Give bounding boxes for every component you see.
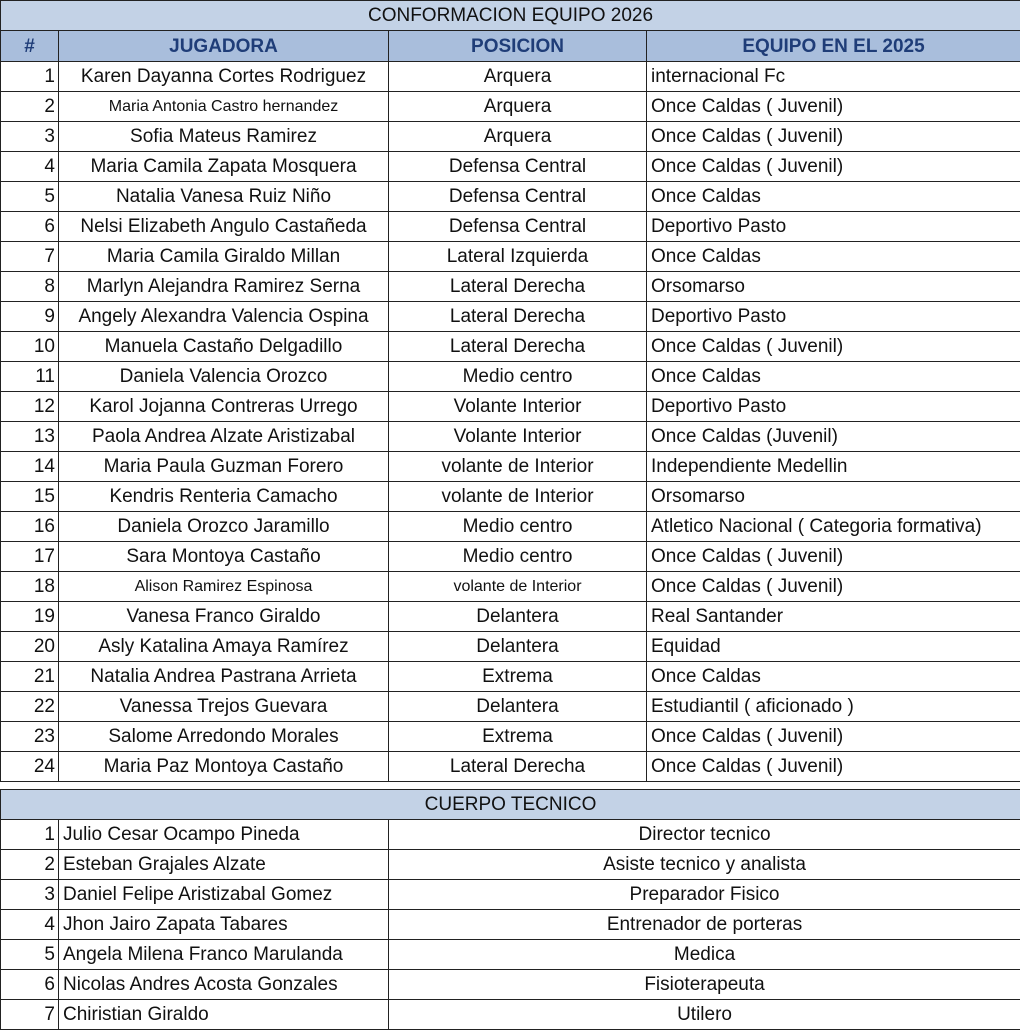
player-name: Kendris Renteria Camacho <box>59 482 389 512</box>
player-row <box>1 632 1020 662</box>
player-name: Angely Alexandra Valencia Ospina <box>59 302 389 332</box>
player-previous-team: Once Caldas ( Juvenil) <box>647 92 1020 122</box>
player-row <box>1 212 1020 242</box>
player-position: Lateral Derecha <box>389 752 647 782</box>
staff-name: Julio Cesar Ocampo Pineda <box>59 820 389 850</box>
player-previous-team: Once Caldas <box>647 662 1020 692</box>
player-name: Karen Dayanna Cortes Rodriguez <box>59 62 389 92</box>
player-position: Lateral Derecha <box>389 272 647 302</box>
player-previous-team: Once Caldas <box>647 182 1020 212</box>
player-previous-team: Once Caldas ( Juvenil) <box>647 572 1020 602</box>
player-row <box>1 602 1020 632</box>
player-previous-team: Deportivo Pasto <box>647 212 1020 242</box>
staff-name: Daniel Felipe Aristizabal Gomez <box>59 880 389 910</box>
player-position: Arquera <box>389 92 647 122</box>
player-position: Extrema <box>389 722 647 752</box>
player-number: 4 <box>1 152 59 182</box>
player-position: Medio centro <box>389 542 647 572</box>
player-row <box>1 152 1020 182</box>
player-previous-team: internacional Fc <box>647 62 1020 92</box>
player-position: Lateral Derecha <box>389 302 647 332</box>
player-position: Lateral Derecha <box>389 332 647 362</box>
page-title: CONFORMACION EQUIPO 2026 <box>1 1 1020 31</box>
staff-section-title: CUERPO TECNICO <box>1 790 1020 820</box>
player-number: 15 <box>1 482 59 512</box>
staff-table <box>0 789 1020 1030</box>
player-number: 5 <box>1 182 59 212</box>
player-previous-team: Once Caldas ( Juvenil) <box>647 332 1020 362</box>
player-name: Vanessa Trejos Guevara <box>59 692 389 722</box>
staff-role: Preparador Fisico <box>389 880 1020 910</box>
staff-row <box>1 820 1020 850</box>
player-name: Daniela Valencia Orozco <box>59 362 389 392</box>
player-row <box>1 362 1020 392</box>
player-previous-team: Independiente Medellin <box>647 452 1020 482</box>
player-row <box>1 752 1020 782</box>
player-row <box>1 662 1020 692</box>
player-row <box>1 92 1020 122</box>
player-number: 6 <box>1 212 59 242</box>
player-row <box>1 422 1020 452</box>
player-previous-team: Orsomarso <box>647 272 1020 302</box>
player-position: Volante Interior <box>389 392 647 422</box>
player-number: 17 <box>1 542 59 572</box>
staff-role: Utilero <box>389 1000 1020 1030</box>
player-row <box>1 272 1020 302</box>
player-name: Maria Paula Guzman Forero <box>59 452 389 482</box>
staff-row <box>1 940 1020 970</box>
staff-section-row <box>1 790 1020 820</box>
player-position: Delantera <box>389 632 647 662</box>
player-number: 2 <box>1 92 59 122</box>
player-row <box>1 182 1020 212</box>
player-number: 24 <box>1 752 59 782</box>
player-position: Medio centro <box>389 512 647 542</box>
player-previous-team: Deportivo Pasto <box>647 302 1020 332</box>
col-header-number: # <box>1 31 59 62</box>
player-number: 19 <box>1 602 59 632</box>
player-row <box>1 482 1020 512</box>
player-position: Volante Interior <box>389 422 647 452</box>
player-previous-team: Once Caldas ( Juvenil) <box>647 122 1020 152</box>
player-name: Nelsi Elizabeth Angulo Castañeda <box>59 212 389 242</box>
player-previous-team: Deportivo Pasto <box>647 392 1020 422</box>
player-number: 18 <box>1 572 59 602</box>
staff-role: Director tecnico <box>389 820 1020 850</box>
staff-name: Angela Milena Franco Marulanda <box>59 940 389 970</box>
player-name: Natalia Andrea Pastrana Arrieta <box>59 662 389 692</box>
player-name: Karol Jojanna Contreras Urrego <box>59 392 389 422</box>
header-row <box>1 31 1020 62</box>
player-name: Marlyn Alejandra Ramirez Serna <box>59 272 389 302</box>
player-previous-team: Once Caldas ( Juvenil) <box>647 722 1020 752</box>
player-row <box>1 692 1020 722</box>
staff-row <box>1 880 1020 910</box>
player-position: volante de Interior <box>389 572 647 602</box>
staff-role: Asiste tecnico y analista <box>389 850 1020 880</box>
staff-role: Fisioterapeuta <box>389 970 1020 1000</box>
staff-number: 2 <box>1 850 59 880</box>
player-position: Lateral Izquierda <box>389 242 647 272</box>
staff-name: Jhon Jairo Zapata Tabares <box>59 910 389 940</box>
player-number: 10 <box>1 332 59 362</box>
player-position: Defensa Central <box>389 212 647 242</box>
staff-number: 6 <box>1 970 59 1000</box>
staff-number: 7 <box>1 1000 59 1030</box>
player-position: volante de Interior <box>389 482 647 512</box>
player-name: Maria Antonia Castro hernandez <box>59 92 389 122</box>
col-header-team: EQUIPO EN EL 2025 <box>647 31 1020 62</box>
player-name: Maria Paz Montoya Castaño <box>59 752 389 782</box>
staff-number: 3 <box>1 880 59 910</box>
player-name: Maria Camila Giraldo Millan <box>59 242 389 272</box>
player-name: Vanesa Franco Giraldo <box>59 602 389 632</box>
staff-row <box>1 970 1020 1000</box>
staff-role: Entrenador de porteras <box>389 910 1020 940</box>
staff-row <box>1 1000 1020 1030</box>
col-header-player: JUGADORA <box>59 31 389 62</box>
player-previous-team: Once Caldas <box>647 242 1020 272</box>
player-name: Paola Andrea Alzate Aristizabal <box>59 422 389 452</box>
player-row <box>1 392 1020 422</box>
player-number: 8 <box>1 272 59 302</box>
player-row <box>1 722 1020 752</box>
player-name: Asly Katalina Amaya Ramírez <box>59 632 389 662</box>
player-previous-team: Once Caldas ( Juvenil) <box>647 542 1020 572</box>
player-previous-team: Once Caldas ( Juvenil) <box>647 152 1020 182</box>
player-position: volante de Interior <box>389 452 647 482</box>
player-position: Defensa Central <box>389 152 647 182</box>
player-row <box>1 242 1020 272</box>
player-previous-team: Once Caldas (Juvenil) <box>647 422 1020 452</box>
staff-name: Chiristian Giraldo <box>59 1000 389 1030</box>
staff-row <box>1 850 1020 880</box>
player-position: Defensa Central <box>389 182 647 212</box>
player-position: Delantera <box>389 692 647 722</box>
player-name: Manuela Castaño Delgadillo <box>59 332 389 362</box>
player-row <box>1 122 1020 152</box>
player-number: 9 <box>1 302 59 332</box>
player-row <box>1 512 1020 542</box>
player-previous-team: Atletico Nacional ( Categoria formativa) <box>647 512 1020 542</box>
player-previous-team: Estudiantil ( aficionado ) <box>647 692 1020 722</box>
player-number: 7 <box>1 242 59 272</box>
player-number: 11 <box>1 362 59 392</box>
player-position: Arquera <box>389 62 647 92</box>
player-number: 23 <box>1 722 59 752</box>
player-name: Sofia Mateus Ramirez <box>59 122 389 152</box>
player-number: 22 <box>1 692 59 722</box>
staff-number: 5 <box>1 940 59 970</box>
player-row <box>1 572 1020 602</box>
player-previous-team: Equidad <box>647 632 1020 662</box>
player-previous-team: Real Santander <box>647 602 1020 632</box>
player-number: 12 <box>1 392 59 422</box>
player-previous-team: Once Caldas <box>647 362 1020 392</box>
staff-name: Nicolas Andres Acosta Gonzales <box>59 970 389 1000</box>
player-row <box>1 542 1020 572</box>
player-number: 21 <box>1 662 59 692</box>
player-row <box>1 452 1020 482</box>
player-number: 16 <box>1 512 59 542</box>
player-number: 13 <box>1 422 59 452</box>
player-name: Daniela Orozco Jaramillo <box>59 512 389 542</box>
player-name: Alison Ramirez Espinosa <box>59 572 389 602</box>
staff-role: Medica <box>389 940 1020 970</box>
player-name: Salome Arredondo Morales <box>59 722 389 752</box>
player-number: 3 <box>1 122 59 152</box>
player-number: 1 <box>1 62 59 92</box>
player-name: Sara Montoya Castaño <box>59 542 389 572</box>
player-previous-team: Orsomarso <box>647 482 1020 512</box>
player-position: Medio centro <box>389 362 647 392</box>
player-name: Natalia Vanesa Ruiz Niño <box>59 182 389 212</box>
staff-number: 1 <box>1 820 59 850</box>
col-header-position: POSICION <box>389 31 647 62</box>
player-row <box>1 62 1020 92</box>
staff-name: Esteban Grajales Alzate <box>59 850 389 880</box>
player-previous-team: Once Caldas ( Juvenil) <box>647 752 1020 782</box>
player-position: Arquera <box>389 122 647 152</box>
player-position: Extrema <box>389 662 647 692</box>
staff-row <box>1 910 1020 940</box>
player-name: Maria Camila Zapata Mosquera <box>59 152 389 182</box>
title-row <box>1 1 1020 31</box>
player-row <box>1 332 1020 362</box>
player-number: 20 <box>1 632 59 662</box>
player-number: 14 <box>1 452 59 482</box>
staff-number: 4 <box>1 910 59 940</box>
player-position: Delantera <box>389 602 647 632</box>
player-row <box>1 302 1020 332</box>
